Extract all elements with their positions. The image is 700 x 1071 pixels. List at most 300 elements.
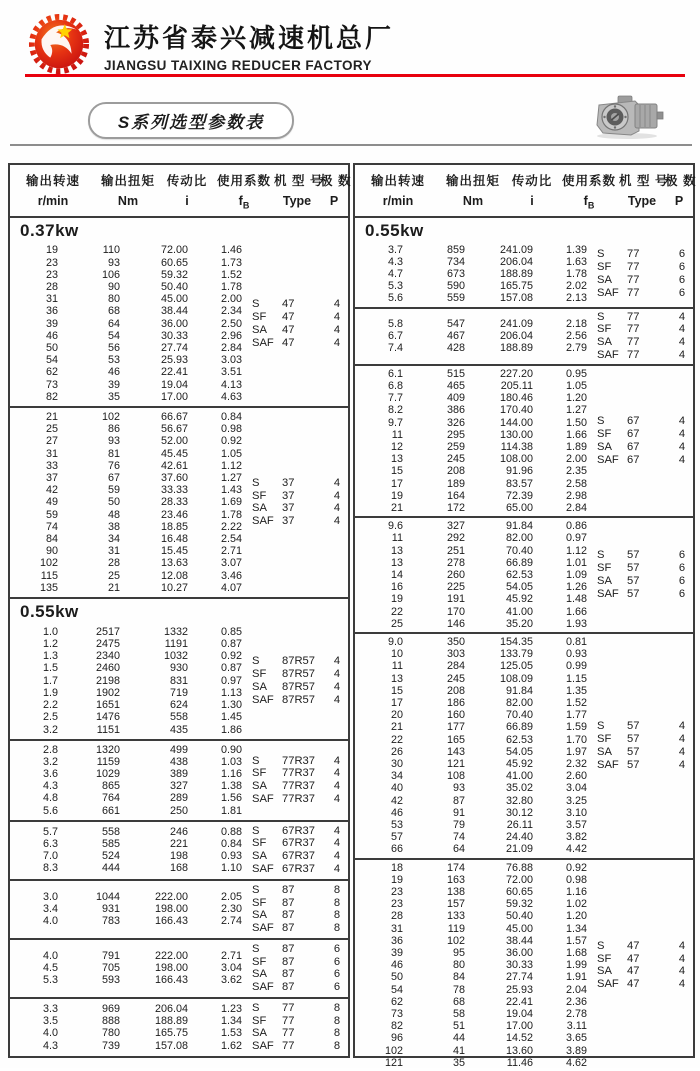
output-torque-value: 35 [403,1057,465,1069]
output-speed-value: 62 [355,996,403,1008]
ratio-value: 23.46 [120,509,188,521]
pole-count: 6 [326,981,348,994]
output-speed-value: 73 [10,379,58,391]
pole-count: 6 [326,943,348,956]
output-speed-value: 3.5 [10,1015,58,1027]
series-title-text: S系列选型参数表 [118,108,264,133]
pole-count: 4 [671,759,693,772]
output-torque-value: 1159 [58,756,120,768]
table-row [355,697,587,709]
output-torque-value: 74 [403,831,465,843]
ratio-value: 17.00 [120,391,188,403]
service-factor-value: 1.99 [533,959,587,971]
service-factor-value: 1.53 [188,1027,242,1039]
table-row [355,330,587,342]
model-prefix: S [252,755,282,768]
output-torque-value: 174 [403,862,465,874]
model-type-row [252,897,348,910]
table-row [10,1027,242,1039]
column-header [320,171,348,211]
service-factor-value: 1.27 [533,404,587,416]
model-number: 77 [627,248,671,261]
table-row [10,699,242,711]
table-row [10,257,242,269]
ratio-value: 165.75 [465,280,533,292]
model-type-list [252,1002,348,1053]
output-torque-value: 764 [58,792,120,804]
output-torque-value: 931 [58,903,120,915]
output-torque-value: 1902 [58,687,120,699]
table-row [355,1057,587,1069]
service-factor-value: 0.92 [188,435,242,447]
table-row [355,734,587,746]
output-speed-value: 13 [355,673,403,685]
pole-count: 4 [326,502,348,515]
model-number: 67 [627,415,671,428]
ratio-value: 1332 [120,626,188,638]
model-type-list [597,720,693,771]
table-row [10,711,242,723]
column-header-zh: 极 数 [665,171,693,189]
output-speed-value: 28 [10,281,58,293]
model-number: 57 [627,562,671,575]
output-speed-value: 18 [355,862,403,874]
pole-count: 4 [326,515,348,528]
output-speed-value: 13 [355,545,403,557]
service-factor-value: 1.86 [188,724,242,736]
pole-count: 8 [326,922,348,935]
table-row [10,460,242,472]
model-type-list [252,825,348,876]
output-torque-value: 303 [403,648,465,660]
table-row [10,650,242,662]
service-factor-value: 1.09 [533,569,587,581]
output-speed-value: 5.3 [10,974,58,986]
table-row [355,947,587,959]
ratio-value: 435 [120,724,188,736]
table-row [355,256,587,268]
ratio-value: 246 [120,826,188,838]
table-row [355,886,587,898]
service-factor-value: 1.15 [533,673,587,685]
service-factor-value: 3.46 [188,570,242,582]
model-type-row [252,780,348,793]
table-row [10,805,242,817]
table-row [355,758,587,770]
ratio-value: 438 [120,756,188,768]
model-number: 77 [282,1002,326,1015]
output-torque-value: 780 [58,1027,120,1039]
model-prefix: SAF [252,337,282,350]
table-row [10,792,242,804]
model-prefix: SA [252,909,282,922]
ratio-value: 38.44 [465,935,533,947]
model-type-list [252,884,348,935]
numeric-rows [355,520,587,630]
model-type-row [252,668,348,681]
output-torque-value: 259 [403,441,465,453]
ratio-value: 157.08 [120,1040,188,1052]
model-number: 47 [627,965,671,978]
table-row [10,448,242,460]
service-factor-value: 1.73 [188,257,242,269]
model-type-row [252,298,348,311]
rating-group [355,307,693,364]
output-speed-value: 6.7 [355,330,403,342]
output-speed-value: 1.2 [10,638,58,650]
service-factor-value: 2.56 [533,330,587,342]
service-factor-value: 3.25 [533,795,587,807]
service-factor-value: 1.16 [533,886,587,898]
ratio-value: 719 [120,687,188,699]
model-type-row [252,311,348,324]
ratio-value: 91.96 [465,465,533,477]
model-prefix: SAF [252,793,282,806]
output-speed-value: 14 [355,569,403,581]
model-prefix: SF [597,428,627,441]
output-torque-value: 87 [403,795,465,807]
model-prefix: S [597,311,627,324]
model-number: 77R37 [282,755,326,768]
service-factor-value: 1.69 [188,496,242,508]
output-speed-value: 4.0 [10,915,58,927]
service-factor-value: 1.34 [533,923,587,935]
table-row [355,569,587,581]
output-speed-value: 1.0 [10,626,58,638]
output-speed-value: 1.3 [10,650,58,662]
model-type-row [597,336,693,349]
model-type-row [597,746,693,759]
table-row [355,268,587,280]
table-row [10,826,242,838]
output-torque-value: 165 [403,734,465,746]
model-type-list [252,655,348,706]
output-torque-value: 590 [403,280,465,292]
output-torque-value: 106 [58,269,120,281]
output-torque-value: 34 [58,533,120,545]
service-factor-value: 2.18 [533,318,587,330]
output-speed-value: 42 [355,795,403,807]
output-torque-value: 734 [403,256,465,268]
service-factor-value: 2.60 [533,770,587,782]
model-number: 57 [627,720,671,733]
output-speed-value: 4.3 [10,780,58,792]
model-type-list [252,477,348,528]
gear-reducer-photo-icon [591,91,665,141]
numeric-rows [355,318,587,355]
service-factor-value: 1.63 [533,256,587,268]
model-number: 77 [627,349,671,362]
output-speed-value: 12 [355,441,403,453]
output-torque-value: 93 [58,435,120,447]
pole-count: 4 [671,965,693,978]
output-torque-value: 409 [403,392,465,404]
ratio-value: 133.79 [465,648,533,660]
column-header-unit: Type [619,194,665,208]
model-number: 87 [282,884,326,897]
pole-count: 8 [326,1002,348,1015]
column-header-zh: 机 型 号 [619,171,665,189]
model-type-row [597,454,693,467]
output-speed-value: 19 [10,244,58,256]
output-torque-value: 2198 [58,675,120,687]
model-type-row [597,274,693,287]
service-factor-value: 0.99 [533,660,587,672]
ratio-value: 198.00 [120,962,188,974]
column-header-zh: 使用系数 [559,171,619,189]
table-row [355,593,587,605]
table-row [355,971,587,983]
table-left-header [10,165,348,218]
pole-count: 4 [326,324,348,337]
pole-count: 8 [326,897,348,910]
column-header-unit: P [665,194,693,208]
service-factor-value: 0.87 [188,662,242,674]
output-torque-value: 2517 [58,626,120,638]
output-torque-value: 56 [58,342,120,354]
company-name-en: JIANGSU TAIXING REDUCER FACTORY [104,58,394,73]
model-number: 77 [627,323,671,336]
ratio-value: 70.40 [465,545,533,557]
output-speed-value: 21 [355,721,403,733]
output-speed-value: 54 [10,354,58,366]
output-speed-value: 36 [355,935,403,947]
table-row [10,330,242,342]
output-torque-value: 386 [403,404,465,416]
output-torque-value: 102 [58,411,120,423]
model-number: 77R37 [282,767,326,780]
pole-count: 6 [326,956,348,969]
model-number: 77 [627,336,671,349]
output-speed-value: 36 [10,305,58,317]
output-speed-value: 53 [355,819,403,831]
output-torque-value: 81 [58,448,120,460]
column-header [96,171,160,211]
ratio-value: 82.00 [465,697,533,709]
model-prefix: S [252,298,282,311]
output-speed-value: 9.7 [355,417,403,429]
service-factor-value: 1.62 [188,1040,242,1052]
pole-count: 4 [326,837,348,850]
ratio-value: 30.12 [465,807,533,819]
pole-count: 4 [326,863,348,876]
table-row [10,974,242,986]
output-torque-value: 1029 [58,768,120,780]
output-speed-value: 34 [355,770,403,782]
output-speed-value: 11 [355,660,403,672]
service-factor-value: 2.84 [188,342,242,354]
ratio-value: 66.89 [465,721,533,733]
ratio-value: 130.00 [465,429,533,441]
output-speed-value: 1.7 [10,675,58,687]
ratio-value: 36.00 [120,318,188,330]
rating-group [10,820,348,879]
table-row [10,638,242,650]
ratio-value: 157.08 [465,292,533,304]
model-prefix: SA [252,780,282,793]
model-type-row [597,349,693,362]
output-torque-value: 547 [403,318,465,330]
service-factor-value: 1.91 [533,971,587,983]
output-torque-value: 260 [403,569,465,581]
service-factor-value: 1.78 [533,268,587,280]
output-torque-value: 292 [403,532,465,544]
service-factor-value: 2.36 [533,996,587,1008]
model-prefix: SAF [252,863,282,876]
model-number: 87 [282,943,326,956]
service-factor-value: 2.50 [188,318,242,330]
pole-count: 8 [326,884,348,897]
output-torque-value: 208 [403,685,465,697]
table-row [355,1045,587,1057]
output-speed-value: 19 [355,593,403,605]
service-factor-value: 1.66 [533,429,587,441]
column-header-unit: Nm [441,194,505,208]
model-type-row [252,1015,348,1028]
service-factor-value: 3.62 [188,974,242,986]
output-speed-value: 23 [355,898,403,910]
output-torque-value: 68 [403,996,465,1008]
table-row [10,850,242,862]
model-prefix: SAF [252,515,282,528]
output-speed-value: 17 [355,697,403,709]
pole-count: 8 [326,1015,348,1028]
model-type-row [252,863,348,876]
pole-count: 4 [671,323,693,336]
output-speed-value: 10 [355,648,403,660]
output-torque-value: 783 [58,915,120,927]
ratio-value: 70.40 [465,709,533,721]
model-number: 67 [627,454,671,467]
output-torque-value: 138 [403,886,465,898]
output-torque-value: 50 [58,496,120,508]
column-header-unit: $f_B$ [559,194,619,211]
ratio-value: 50.40 [465,910,533,922]
output-torque-value: 35 [58,391,120,403]
output-speed-value: 28 [355,910,403,922]
pole-count: 4 [671,720,693,733]
output-speed-value: 31 [10,293,58,305]
ratio-value: 154.35 [465,636,533,648]
output-torque-value: 143 [403,746,465,758]
service-factor-value: 1.26 [533,581,587,593]
model-type-row [252,515,348,528]
service-factor-value: 1.57 [533,935,587,947]
pole-count: 8 [326,909,348,922]
service-factor-value: 2.04 [533,984,587,996]
output-torque-value: 110 [58,244,120,256]
ratio-value: 222.00 [120,950,188,962]
model-prefix: SF [597,261,627,274]
output-speed-value: 23 [355,886,403,898]
table-row [355,453,587,465]
table-row [10,557,242,569]
model-number: 87 [282,968,326,981]
model-type-row [597,323,693,336]
output-speed-value: 6.8 [355,380,403,392]
table-row [355,318,587,330]
output-speed-value: 40 [355,782,403,794]
column-header-unit: Type [274,194,320,208]
model-prefix: S [252,477,282,490]
table-row [10,662,242,674]
model-type-row [252,793,348,806]
model-type-row [597,311,693,324]
service-factor-value: 2.98 [533,490,587,502]
ratio-value: 21.09 [465,843,533,855]
service-factor-value: 2.54 [188,533,242,545]
ratio-value: 41.00 [465,606,533,618]
output-torque-value: 465 [403,380,465,392]
pole-count: 4 [326,850,348,863]
output-torque-value: 67 [58,472,120,484]
ratio-value: 125.05 [465,660,533,672]
table-row [10,472,242,484]
table-row [10,962,242,974]
model-number: 67R37 [282,825,326,838]
output-torque-value: 86 [58,423,120,435]
table-row [10,780,242,792]
model-type-row [252,1002,348,1015]
output-speed-value: 20 [355,709,403,721]
output-speed-value: 5.6 [355,292,403,304]
service-factor-value: 1.52 [188,269,242,281]
column-header-unit: i [505,194,559,208]
table-row [10,862,242,874]
output-torque-value: 245 [403,673,465,685]
model-prefix: S [252,825,282,838]
model-prefix: SAF [597,978,627,991]
service-factor-value: 0.86 [533,520,587,532]
model-number: 67R37 [282,850,326,863]
ratio-value: 16.48 [120,533,188,545]
pole-count: 6 [671,549,693,562]
ratio-value: 30.33 [465,959,533,971]
output-speed-value: 59 [10,509,58,521]
output-speed-value: 7.4 [355,342,403,354]
table-row [10,521,242,533]
output-speed-value: 102 [355,1045,403,1057]
pole-count: 4 [326,681,348,694]
model-type-row [252,767,348,780]
table-row [10,435,242,447]
table-row [10,570,242,582]
model-type-row [597,415,693,428]
ratio-value: 19.04 [120,379,188,391]
output-speed-value: 4.5 [10,962,58,974]
model-prefix: S [597,248,627,261]
numeric-rows [10,411,242,594]
pole-count: 4 [326,793,348,806]
model-prefix: SAF [252,981,282,994]
output-speed-value: 121 [355,1057,403,1069]
table-row [10,366,242,378]
pole-count: 6 [671,248,693,261]
ratio-value: 91.84 [465,520,533,532]
output-torque-value: 79 [403,819,465,831]
model-type-row [597,953,693,966]
model-prefix: SA [597,441,627,454]
model-number: 57 [627,549,671,562]
table-row [10,950,242,962]
pole-count: 4 [326,311,348,324]
output-speed-value: 9.0 [355,636,403,648]
ratio-value: 66.67 [120,411,188,423]
service-factor-value: 0.87 [188,638,242,650]
ratio-value: 82.00 [465,532,533,544]
ratio-value: 166.43 [120,974,188,986]
model-type-list [597,311,693,362]
